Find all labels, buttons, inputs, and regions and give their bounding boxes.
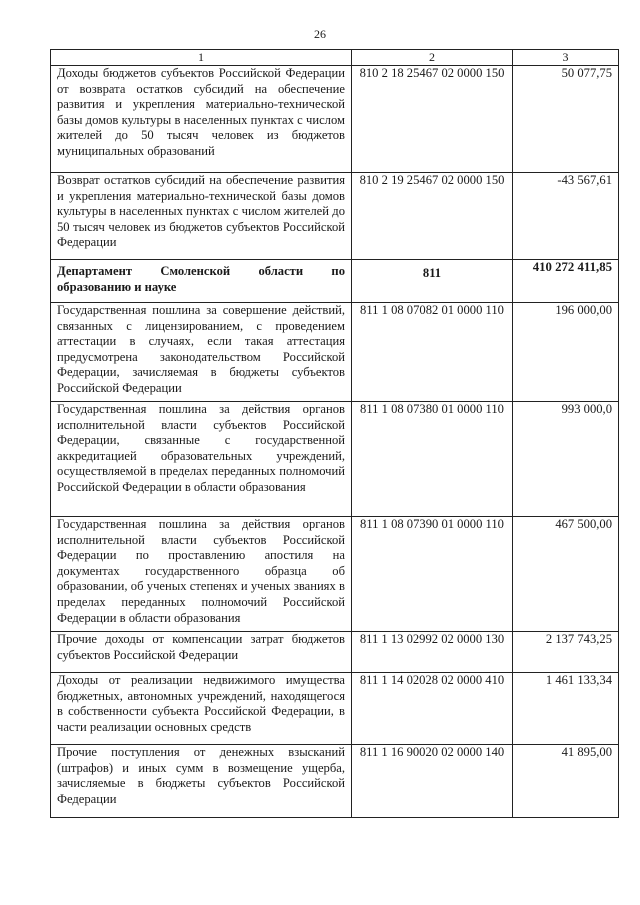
row-description: Возврат остатков субсидий на обеспечение развития и укрепления материально-технической базы домов культуры в населенных пунктах с числом жителей до 50 тысяч человек из бюджетов субъектов Российской Федерации xyxy=(51,173,352,260)
row-amount: 2 137 743,25 xyxy=(513,632,619,673)
row-description: Государственная пошлина за действия органов исполнительной власти субъектов Российской Федерации по проставлению апостиля на документах государственного образца об образовании, об ученых степенях и ученых званиях в пределах переданных полномочий Российской Федерации в области образования xyxy=(51,517,352,632)
row-code: 810 2 19 25467 02 0000 150 xyxy=(352,173,513,260)
row-amount: 1 461 133,34 xyxy=(513,673,619,745)
row-description: Государственная пошлина за совершение действий, связанных с лицензированием, с проведением аттестации в случаях, если такая аттестация предусмотрена законодательством Российской Федерации, зачисляемая в бюджеты субъектов Российской Федерации xyxy=(51,303,352,402)
table-row xyxy=(51,303,619,402)
row-amount: 196 000,00 xyxy=(513,303,619,402)
row-code: 811 xyxy=(352,260,513,303)
row-code: 811 1 16 90020 02 0000 140 xyxy=(352,745,513,818)
column-header-2: 2 xyxy=(352,50,513,66)
column-header-3: 3 xyxy=(513,50,619,66)
row-description: Департамент Смоленской области по образованию и науке xyxy=(51,260,352,303)
row-description: Доходы бюджетов субъектов Российской Федерации от возврата остатков субсидий на обеспечение развития и укрепления материально-технической базы домов культуры в населенных пунктах с числом жителей до 50 тысяч человек из бюджетов муниципальных образований xyxy=(51,66,352,173)
row-amount: 993 000,0 xyxy=(513,402,619,517)
table-row xyxy=(51,632,619,673)
row-code: 811 1 08 07390 01 0000 110 xyxy=(352,517,513,632)
table-row xyxy=(51,173,619,260)
row-code: 811 1 13 02992 02 0000 130 xyxy=(352,632,513,673)
row-amount: 410 272 411,85 xyxy=(513,260,619,303)
table-row xyxy=(51,66,619,173)
row-description: Доходы от реализации недвижимого имущества бюджетных, автономных учреждений, находящегося в собственности субъекта Российской Федерации, в части реализации основных средств xyxy=(51,673,352,745)
row-code: 811 1 08 07082 01 0000 110 xyxy=(352,303,513,402)
table-row xyxy=(51,517,619,632)
row-description: Прочие поступления от денежных взысканий (штрафов) и иных сумм в возмещение ущерба, зачисляемые в бюджеты субъектов Российской Федерации xyxy=(51,745,352,818)
table-row xyxy=(51,673,619,745)
row-amount: 50 077,75 xyxy=(513,66,619,173)
row-code: 811 1 08 07380 01 0000 110 xyxy=(352,402,513,517)
row-description: Государственная пошлина за действия органов исполнительной власти субъектов Российской Федерации, связанные с государственной аккредитацией образовательных учреждений, осуществляемой в пределах переданных полномочий Российской Федерации в области образования xyxy=(51,402,352,517)
table-row xyxy=(51,402,619,517)
row-amount: 467 500,00 xyxy=(513,517,619,632)
table-header-row xyxy=(51,50,619,66)
row-code: 810 2 18 25467 02 0000 150 xyxy=(352,66,513,173)
revenue-table xyxy=(50,49,619,818)
row-amount: -43 567,61 xyxy=(513,173,619,260)
page-number: 26 xyxy=(314,27,326,41)
column-header-1: 1 xyxy=(51,50,352,66)
row-amount: 41 895,00 xyxy=(513,745,619,818)
table-row xyxy=(51,745,619,818)
table-row-department xyxy=(51,260,619,303)
row-code: 811 1 14 02028 02 0000 410 xyxy=(352,673,513,745)
row-description: Прочие доходы от компенсации затрат бюджетов субъектов Российской Федерации xyxy=(51,632,352,673)
